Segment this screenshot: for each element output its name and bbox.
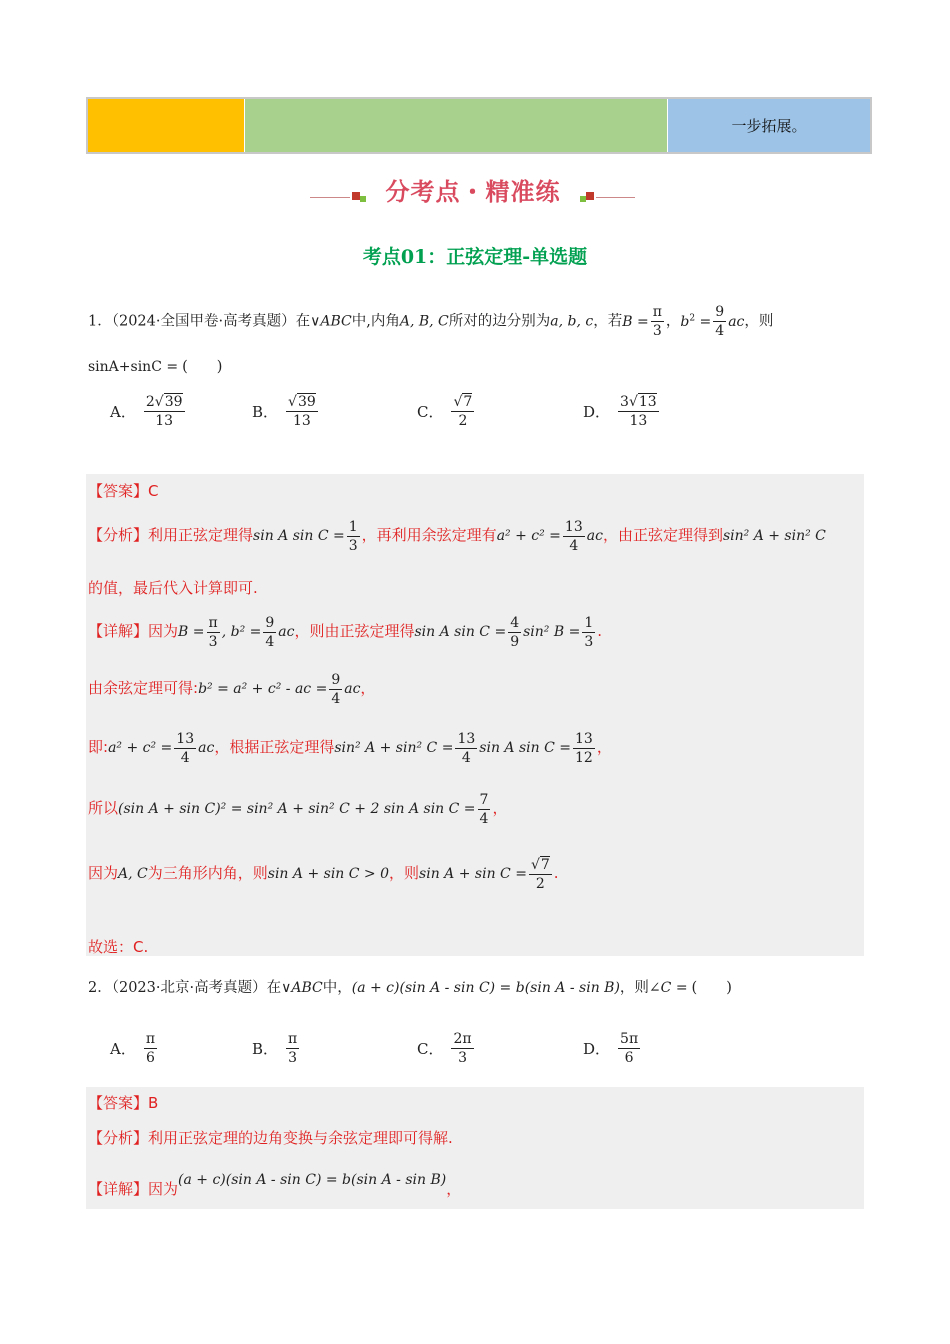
a1-l4-a: 所以 <box>88 799 119 817</box>
a1-l5-m1: A, C <box>118 866 148 882</box>
q1-source: （2024·全国甲卷·高考真题） <box>111 313 296 330</box>
a1-detail-m1b-frac <box>263 614 276 651</box>
q1-cond-b-lhs: B = <box>622 313 649 330</box>
a2-detail <box>88 1160 461 1209</box>
a1-line5 <box>88 853 559 894</box>
a1-l5-frac: $\frac{√7}{2}$ <box>530 856 550 892</box>
header-color-bar <box>86 97 872 154</box>
q1-triangle: ∨ABC <box>310 313 352 330</box>
q2-ask: ∠C = <box>648 980 688 996</box>
a2-answer-label: 【答案】 <box>88 1094 149 1112</box>
banner-line-right <box>596 197 635 198</box>
a1-analysis-label: 【分析】 <box>88 526 149 544</box>
a1-analysis-m2 <box>496 518 603 554</box>
q2-option-d-den: 6 <box>624 1050 634 1066</box>
a1-analysis-m2-rhs: ac <box>586 528 603 544</box>
a1-l3-m1-frac <box>174 730 196 767</box>
a1-detail-b: ，则由正弦定理得 <box>294 622 415 640</box>
q1-option-c-den: 2 <box>458 413 468 429</box>
a1-l4-frac <box>478 791 491 828</box>
a1-l5-den: 2 <box>535 875 545 892</box>
q1-cond-b2 <box>680 304 745 340</box>
a1-answer <box>88 480 159 501</box>
banner-square-left <box>352 192 360 200</box>
q2-option-b-den: 3 <box>288 1050 298 1066</box>
q1-text-b: 中,内角 <box>351 313 400 330</box>
a1-detail-m2-num: 4 <box>510 614 520 631</box>
a1-l3-m2-lhs: sin² A + sin² C = <box>334 740 454 756</box>
q1-option-c-value: $\frac{√7}{2}$ <box>453 394 473 429</box>
q1-text-d: ，若 <box>593 313 623 330</box>
a1-l2-num: 9 <box>331 671 341 688</box>
a1-l2-end: ， <box>360 679 376 697</box>
a1-detail-m2 <box>414 614 597 650</box>
q1-text-e: ， <box>665 313 681 330</box>
question-1 <box>88 298 878 342</box>
q1-option-b-den: 13 <box>292 413 311 429</box>
q1-option-d-coef: 3 <box>620 394 629 410</box>
a1-l3-m1-den: 4 <box>180 749 190 766</box>
a1-l5-c: ，则 <box>389 864 420 882</box>
q2-option-a-label: A． <box>110 1040 136 1058</box>
a1-line6: 故选：C. <box>88 938 149 956</box>
a1-answer-label: 【答案】 <box>88 482 149 500</box>
a1-detail-m1b-num: 9 <box>265 614 275 631</box>
a1-l2-m: b² = a² + c² - ac = <box>198 681 328 697</box>
a1-detail-a: 因为 <box>148 622 179 640</box>
q1-option-a-value: $\frac{2√39}{13}$ <box>145 394 183 429</box>
a1-detail-m2-lhs: sin A sin C = <box>414 624 507 640</box>
a1-detail <box>88 611 602 652</box>
a1-l2-den: 4 <box>331 690 341 707</box>
q2-option-b[interactable] <box>252 1030 301 1067</box>
header-segment-yellow <box>88 99 244 152</box>
a1-l3-m2-den: 4 <box>461 749 471 766</box>
q2-option-b-num: π <box>288 1031 298 1047</box>
q1-cond-b2-eq: = <box>695 313 712 330</box>
q2-option-c-value <box>451 1030 473 1067</box>
a1-detail-m1b: , b² = <box>221 624 262 640</box>
q1-option-b[interactable] <box>252 393 320 430</box>
question-2 <box>88 968 732 1008</box>
q1-expr: sinA+sinC = <box>88 359 179 375</box>
a1-analysis-c: ，由正弦定理得到 <box>602 526 723 544</box>
q1-option-b-value: $\frac{√39}{13}$ <box>288 394 316 429</box>
q2-text-a: 在 <box>266 980 282 996</box>
a1-detail-m2b-frac <box>582 614 595 651</box>
q1-cond-b-den: 3 <box>652 323 662 340</box>
a1-detail-m1 <box>178 614 295 650</box>
header-right-text: 一步拓展。 <box>731 117 807 135</box>
a1-detail-m2b-num: 1 <box>584 614 594 631</box>
a1-l3-m2b: sin A sin C = <box>479 740 571 756</box>
q1-text-f: ，则 <box>744 313 774 330</box>
q2-source: （2023·北京·高考真题） <box>111 980 267 996</box>
a1-l3-m2-frac <box>455 730 477 767</box>
banner-title: 分考点・精准练 <box>385 178 561 206</box>
a1-detail-m1-num: π <box>208 614 218 631</box>
a2-answer-value: B <box>148 1094 159 1112</box>
a1-analysis-m1-den: 3 <box>348 537 358 554</box>
q1-cond-b-num: π <box>652 304 662 321</box>
q2-option-d-num: 5π <box>620 1031 639 1047</box>
q1-number: 1． <box>88 313 112 330</box>
a1-l4-m: (sin A + sin C)² = sin² A + sin² C + 2 sin A sin C = <box>118 801 476 817</box>
q2-option-a-value <box>144 1030 157 1067</box>
q1-cond-b2-frac <box>713 303 726 340</box>
q1-option-a-coef: 2 <box>145 394 155 410</box>
a1-l4-math <box>118 791 492 827</box>
q1-angles: A, B, C <box>399 313 449 330</box>
a1-analysis-m2-frac <box>563 518 585 555</box>
a1-l3-m1-rhs: ac <box>198 740 215 756</box>
q1-line2 <box>88 355 222 376</box>
a1-l5-m3-lhs: sin A + sin C = <box>419 866 527 882</box>
a1-detail-m1b-den: 4 <box>265 633 275 650</box>
a1-l2-rhs: ac <box>344 681 361 697</box>
q1-option-c-rad: 7 <box>463 394 473 410</box>
q1-sides: a, b, c <box>550 313 594 330</box>
a2-analysis-text: 利用正弦定理的边角变换与余弦定理即可得解. <box>148 1129 453 1147</box>
q1-option-c-label: C． <box>417 403 444 421</box>
a1-l3-m1-num: 13 <box>176 730 195 747</box>
a2-detail-a: 因为 <box>148 1180 179 1198</box>
banner-line-left <box>310 197 350 198</box>
a1-l2-frac <box>329 671 342 708</box>
a2-answer <box>88 1092 158 1113</box>
a1-l3-m2b-den: 12 <box>575 749 593 766</box>
a1-analysis-m1-frac <box>347 518 360 555</box>
q1-cond-b-frac <box>651 303 664 340</box>
a1-analysis-a: 利用正弦定理得 <box>148 526 254 544</box>
q1-option-c[interactable] <box>417 393 476 430</box>
q1-option-b-label: B． <box>252 403 279 421</box>
q1-text-c: 所对的边分别为 <box>448 313 551 330</box>
q2-option-a[interactable] <box>110 1030 159 1067</box>
a1-detail-m2b-den: 3 <box>584 633 594 650</box>
a1-line2 <box>88 668 375 709</box>
a1-l2-a: 由余弦定理可得: <box>88 679 199 697</box>
q1-option-a[interactable] <box>110 393 187 430</box>
a1-l3-end: ， <box>596 738 612 756</box>
q2-option-a-den: 6 <box>145 1050 155 1066</box>
q1-cond-b2-lhs: b <box>680 313 690 330</box>
a1-analysis <box>88 515 826 556</box>
a1-l5-m3 <box>419 856 554 892</box>
q2-option-c-label: C． <box>417 1040 444 1058</box>
q1-text-a: 在 <box>295 313 311 330</box>
q2-option-b-label: B． <box>252 1040 279 1058</box>
a2-detail-end: ， <box>446 1180 462 1198</box>
a1-l5-b: 为三角形内角，则 <box>147 864 268 882</box>
a1-detail-m2-end: . <box>597 622 603 640</box>
a1-detail-m1-den: 3 <box>208 633 218 650</box>
q2-option-c-num: 2π <box>453 1031 472 1047</box>
a1-analysis-m2-lhs: a² + c² = <box>496 528 561 544</box>
a1-detail-m1-lhs: B = <box>178 624 205 640</box>
a1-l3-m2-num: 13 <box>457 730 476 747</box>
q2-option-d-value <box>618 1030 640 1067</box>
a1-l5-m2: sin A + sin C > 0 <box>267 866 390 882</box>
a1-detail-m2b: sin² B = <box>523 624 581 640</box>
a2-analysis <box>88 1127 453 1148</box>
q1-options <box>110 393 710 443</box>
q1-option-d[interactable] <box>583 393 661 430</box>
section-title: 考点01：正弦定理-单选题 <box>362 246 588 268</box>
a1-line4 <box>88 788 507 829</box>
a1-analysis-d: 的值，最后代入计算即可. <box>88 579 258 597</box>
a1-analysis-m1-lhs: sin A sin C = <box>253 528 345 544</box>
q1-option-a-rad: 39 <box>164 394 183 410</box>
a1-l4-den: 4 <box>479 810 489 827</box>
q2-options <box>110 1030 710 1076</box>
banner-square-right-small <box>580 196 586 202</box>
q1-cond-b2-rhs: ac <box>728 313 745 330</box>
a1-l4-end: ， <box>492 799 508 817</box>
a1-l5-rad: 7 <box>540 856 550 873</box>
a1-l3-m2b-num: 13 <box>575 730 593 747</box>
a2-analysis-label: 【分析】 <box>88 1129 149 1147</box>
a1-l3-m1-lhs: a² + c² = <box>108 740 173 756</box>
section-banner <box>310 172 635 210</box>
a1-detail-m1-frac <box>207 614 220 651</box>
a1-detail-m1b-rhs: ac <box>278 624 295 640</box>
a1-detail-label: 【详解】 <box>88 622 149 640</box>
a1-l2-math <box>198 671 361 707</box>
q1-cond-b2-sup: 2 <box>689 313 696 323</box>
a1-analysis-m2-den: 4 <box>569 537 579 554</box>
a1-l4-num: 7 <box>479 791 489 808</box>
q2-option-c-den: 3 <box>458 1050 467 1066</box>
a2-detail-eq: (a + c)(sin A - sin C) = b(sin A - sin B) <box>178 1172 447 1188</box>
q2-text-b: 中， <box>322 980 352 996</box>
q2-text-c: ，则 <box>619 980 649 996</box>
q2-option-b-value <box>286 1030 299 1067</box>
a2-detail-label: 【详解】 <box>88 1180 149 1198</box>
banner-square-right <box>586 192 594 200</box>
q1-option-d-value: $\frac{3√13}{13}$ <box>620 394 657 429</box>
q2-option-a-num: π <box>145 1031 156 1047</box>
q1-option-a-den: 13 <box>155 413 174 429</box>
header-segment-blue <box>668 99 870 152</box>
a1-analysis-m1 <box>253 518 362 554</box>
header-segment-green <box>244 99 668 152</box>
a1-analysis-b: ，再利用余弦定理有 <box>361 526 497 544</box>
q1-option-d-label: D． <box>583 403 611 421</box>
a1-answer-value: C <box>148 482 159 500</box>
banner-square-left-small <box>360 196 366 202</box>
a1-l5-a: 因为 <box>88 864 119 882</box>
q2-equation: (a + c)(sin A - sin C) = b(sin A - sin B) <box>351 980 620 996</box>
q1-cond-b <box>622 304 666 340</box>
q2-option-d[interactable] <box>583 1030 642 1067</box>
a1-l3-a: 即: <box>88 738 109 756</box>
a1-analysis-m3: sin² A + sin² C <box>722 528 826 544</box>
q2-triangle: ∨ABC <box>281 980 323 996</box>
q2-option-d-label: D． <box>583 1040 611 1058</box>
q1-option-d-den: 13 <box>629 413 648 429</box>
a1-detail-m2-den: 9 <box>510 633 520 650</box>
q1-paren: ( ) <box>182 359 223 375</box>
a1-l3-m2 <box>334 730 597 766</box>
q1-option-d-rad: 13 <box>638 394 657 410</box>
a1-analysis-m1-num: 1 <box>348 518 358 535</box>
q2-option-c[interactable] <box>417 1030 476 1067</box>
q1-option-a-label: A． <box>110 403 136 421</box>
q2-paren: ( ) <box>691 980 732 996</box>
a1-detail-m2-frac <box>508 614 521 651</box>
a1-l5-end: . <box>553 864 559 882</box>
a1-l3-b: ，根据正弦定理得 <box>214 738 335 756</box>
a1-analysis-m2-num: 13 <box>564 518 583 535</box>
a1-l3-m1 <box>108 730 215 766</box>
q1-option-b-rad: 39 <box>297 394 316 410</box>
a1-line3 <box>88 727 612 768</box>
q1-cond-b2-num: 9 <box>715 304 725 321</box>
a1-l3-m2b-frac <box>573 730 595 767</box>
q1-cond-b2-den: 4 <box>715 323 725 340</box>
q2-number: 2． <box>88 980 112 996</box>
